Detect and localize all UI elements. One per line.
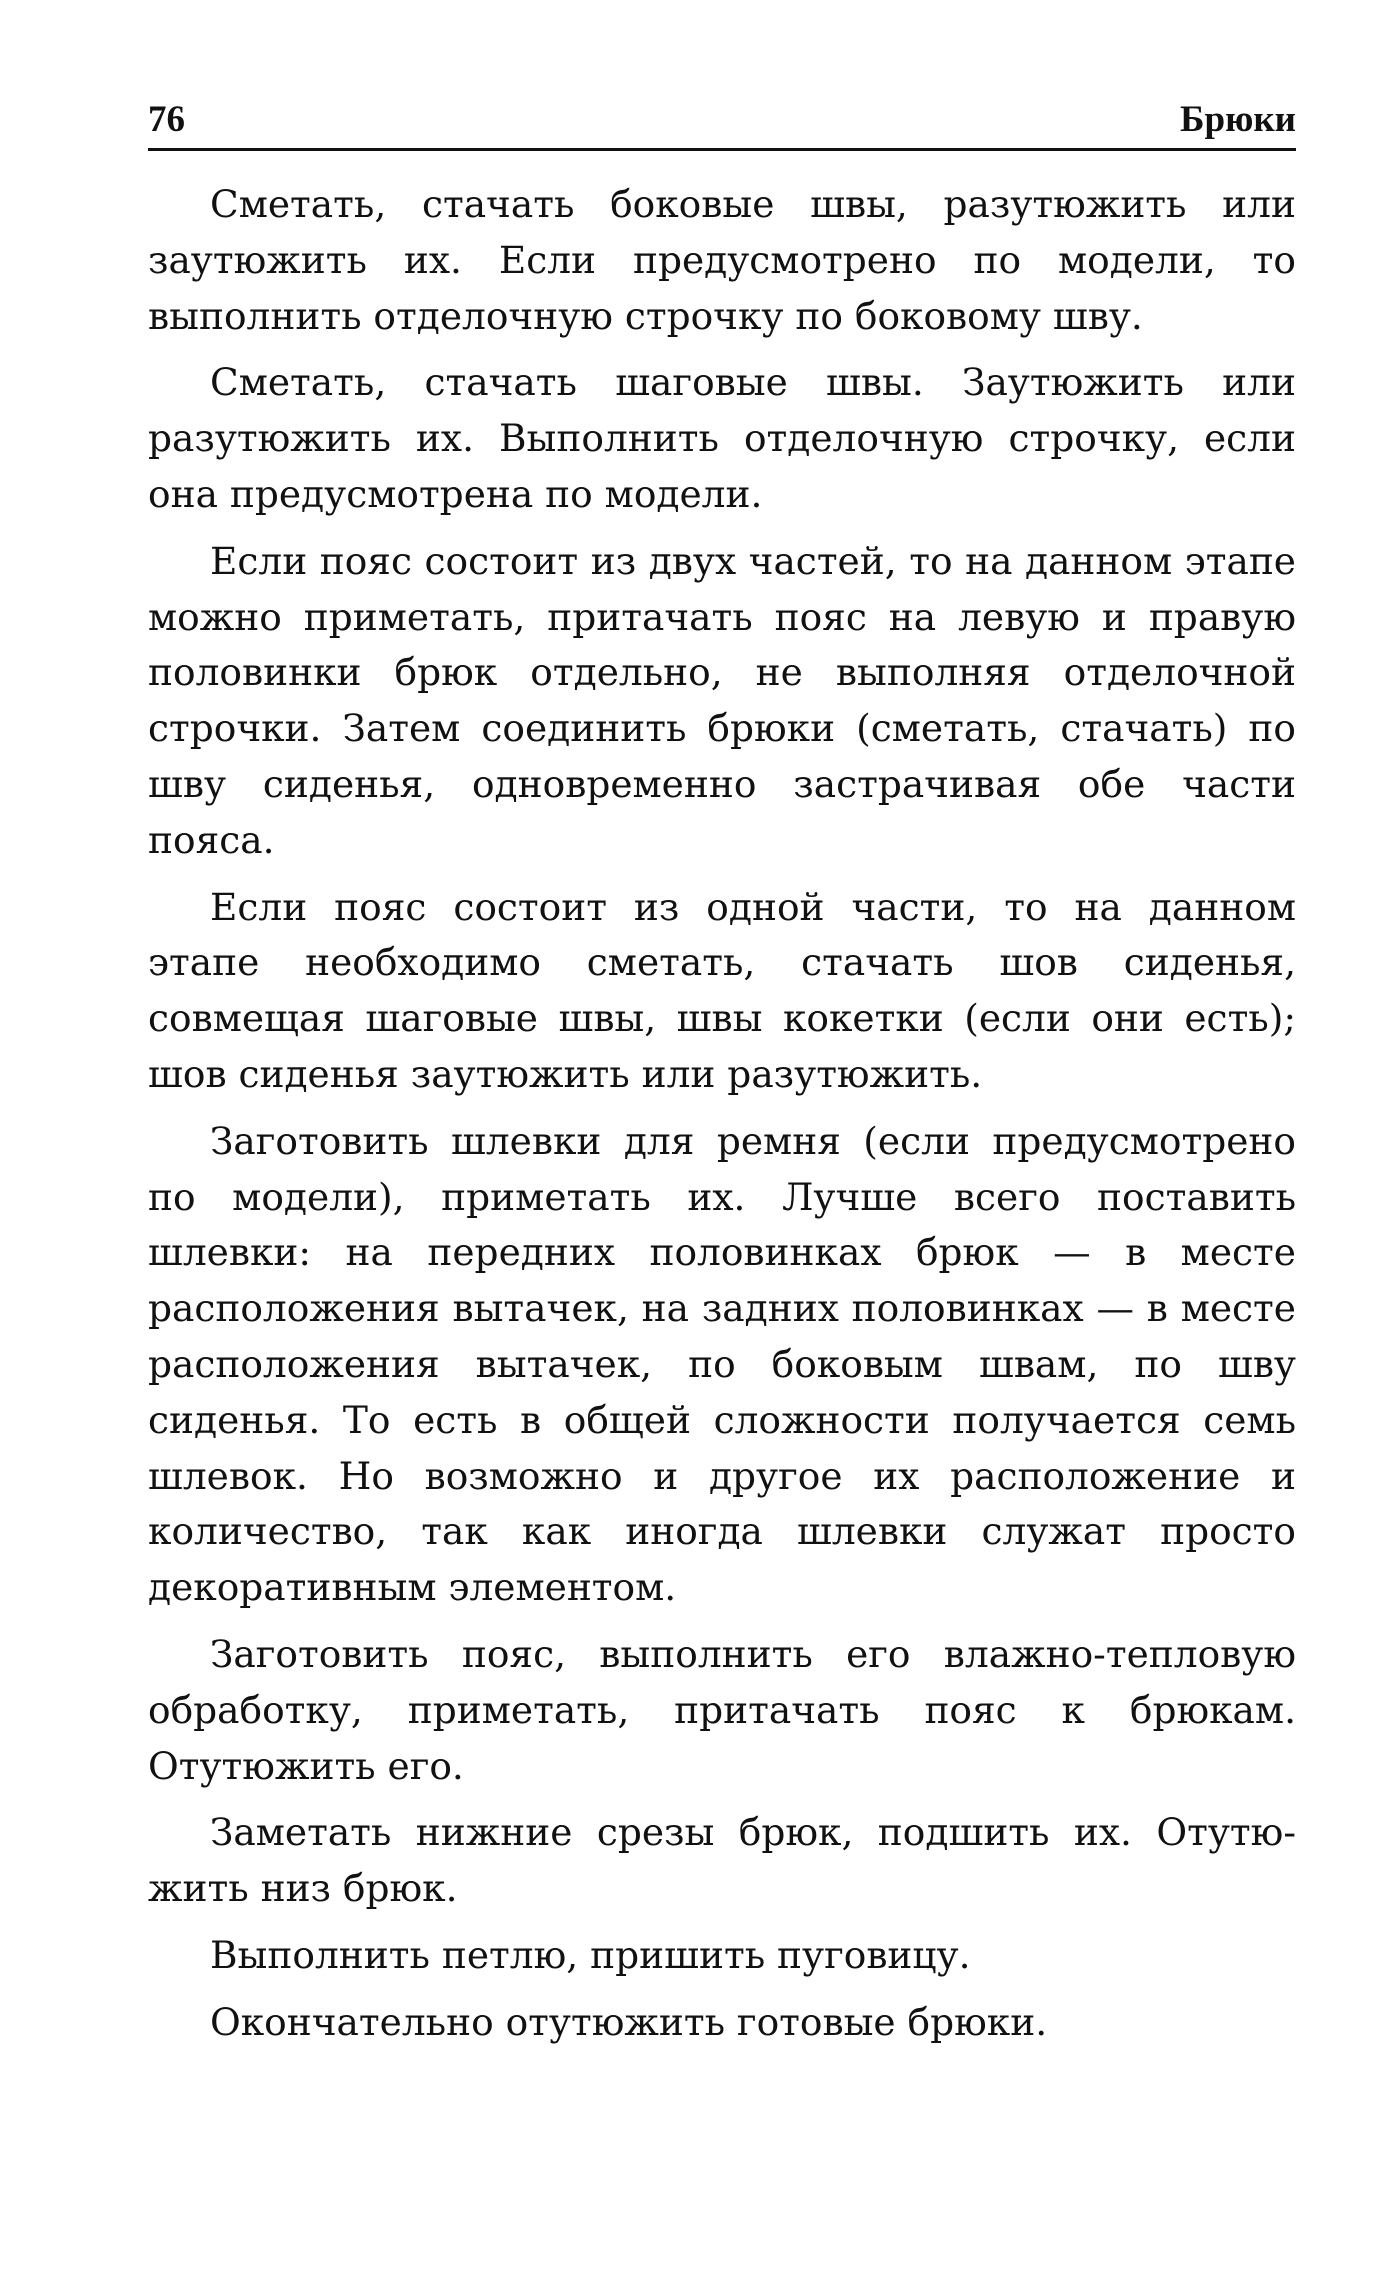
paragraph-final-pressing: Окончательно отутюжить готовые брюки. xyxy=(210,1999,1048,2044)
paragraph-belt-loops: Заготовить шлевки для ремня (если предусмотрено по модели), приметать их. Лучше всего поставить шлевки: на передних половинках брюк — в месте расположения вытачек, на задних половинках — в месте расположения вытачек, по боковым швам, по шву сиденья. То есть в общей сложности получается семь шлевок. Но возможно и другое их расположение и количество, так как иногда шлевки служат просто декоративным элементом. xyxy=(148,1118,1296,1610)
section-title: Брюки xyxy=(1180,99,1296,140)
paragraph-one-part-waistband: Если пояс состоит из одной части, то на данном этапе необходимо сметать, стачать шов сиденья, совмещая шаговые швы, швы кокетки (если они есть); шов сиденья заутюжить или разутюжить. xyxy=(148,884,1296,1096)
paragraph-two-part-waistband: Если пояс состоит из двух частей, то на данном этапе можно приметать, притачать пояс на левую и правую половинки брюк отдельно, не выполняя отделочной строчки. Затем соединить брюки (сметать, стачать) по шву сиденья, одновременно застрачивая обе части пояса. xyxy=(148,538,1296,862)
paragraph-waistband: Заготовить пояс, выполнить его влажно-тепловую обработку, приметать, притачать пояс к брюкам. Отутюжить его. xyxy=(148,1631,1296,1788)
book-page xyxy=(148,96,1296,2062)
paragraph-side-seams: Сметать, стачать боковые швы, разутюжить или заутюжить их. Если предусмотрено по модели, то выполнить отделочную строчку по боковому шву. xyxy=(148,182,1296,338)
running-head xyxy=(148,96,1296,151)
paragraph-buttonhole: Выполнить петлю, пришить пуговицу. xyxy=(210,1932,971,1977)
body-text xyxy=(148,177,1296,2051)
paragraph-inseams: Сметать, стачать шаговые швы. Заутюжить или разутюжить их. Выполнить отделочную строчку, если она предусмотрена по модели. xyxy=(148,360,1296,516)
page-number: 76 xyxy=(148,99,185,140)
paragraph-hems: Заметать нижние срезы брюк, подшить их. Отутюжить низ брюк. xyxy=(148,1810,1296,1911)
